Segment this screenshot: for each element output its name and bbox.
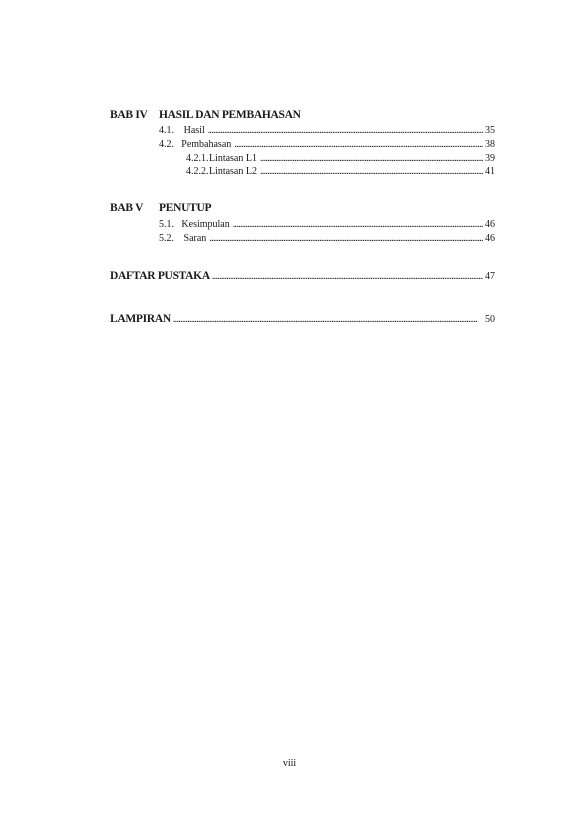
page-number: viii: [282, 758, 297, 769]
toc-entry-title: Lintasan L1: [208, 153, 257, 164]
toc-entry-title: Hasil: [183, 125, 205, 136]
toc-entry-title: Kesimpulan: [181, 219, 230, 230]
chapter-label: BAB IV: [110, 109, 148, 121]
dot-leader: [212, 270, 483, 284]
toc-entry-page: 47: [485, 271, 495, 282]
toc-entry-4-2[interactable]: [159, 138, 495, 151]
toc-entry-page: 46: [485, 219, 495, 230]
toc-entry-4-2-2[interactable]: [186, 165, 495, 178]
toc-entry-4-2-1[interactable]: [186, 152, 495, 165]
chapter-heading-bab-v: [110, 202, 211, 214]
dot-leader: [234, 138, 483, 151]
toc-entry-page: 38: [485, 139, 495, 150]
toc-entry-number: 4.2.2.: [186, 166, 209, 177]
chapter-title: PENUTUP: [159, 202, 212, 214]
dot-leader: [233, 218, 483, 231]
dot-leader: [260, 152, 483, 165]
dot-leader: [260, 165, 483, 178]
toc-entry-number: 5.1.: [159, 219, 174, 230]
toc-entry-title: Pembahasan: [181, 139, 232, 150]
toc-entry-5-1[interactable]: [159, 218, 495, 231]
toc-entry-number: 5.2.: [159, 233, 174, 244]
chapter-title: HASIL DAN PEMBAHASAN: [159, 109, 301, 121]
dot-leader: [209, 232, 483, 245]
toc-entry-page: 39: [485, 153, 495, 164]
dot-leader: [173, 313, 483, 327]
toc-entry-page: 35: [485, 125, 495, 136]
toc-entry-4-1[interactable]: [159, 124, 495, 137]
toc-entry-page: 50: [485, 314, 495, 325]
chapter-label: BAB V: [110, 202, 144, 214]
toc-entry-number: 4.2.: [159, 139, 174, 150]
toc-entry-page: 41: [485, 166, 495, 177]
toc-entry-title: Saran: [183, 233, 207, 244]
toc-entry-title: LAMPIRAN: [110, 313, 171, 325]
toc-entry-daftar-pustaka[interactable]: [110, 269, 495, 284]
chapter-heading-bab-iv: [110, 109, 301, 121]
toc-entry-page: 46: [485, 233, 495, 244]
toc-entry-title: Lintasan L2: [208, 166, 257, 177]
toc-entry-number: 4.2.1.: [186, 153, 209, 164]
toc-entry-title: DAFTAR PUSTAKA: [110, 270, 210, 282]
dot-leader: [208, 124, 483, 137]
toc-entry-number: 4.1.: [159, 125, 174, 136]
toc-entry-lampiran[interactable]: [110, 312, 495, 327]
toc-entry-5-2[interactable]: [159, 232, 495, 245]
